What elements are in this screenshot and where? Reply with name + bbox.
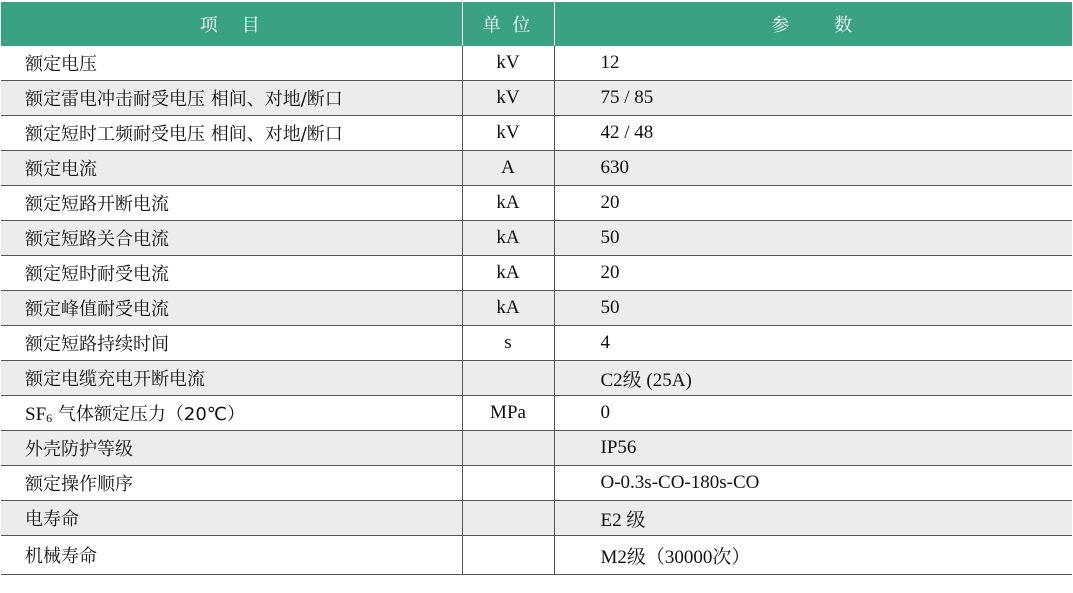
table-row: [1, 326, 1072, 361]
item-cell: 额定短路关合电流: [1, 221, 462, 256]
value-cell: 50: [554, 291, 1072, 326]
unit-cell: [462, 466, 554, 501]
unit-cell: [462, 536, 554, 575]
table-row: [1, 501, 1072, 536]
item-cell: 额定短路持续时间: [1, 326, 462, 361]
header-unit: 单 位: [462, 2, 554, 46]
table-row: [1, 536, 1072, 575]
unit-cell: kV: [462, 46, 554, 81]
value-cell: 4: [554, 326, 1072, 361]
item-cell: 额定电压: [1, 46, 462, 81]
value-cell: 50: [554, 221, 1072, 256]
value-cell: IP56: [554, 431, 1072, 466]
unit-cell: [462, 501, 554, 536]
table-row: [1, 361, 1072, 396]
value-cell: 42 / 48: [554, 116, 1072, 151]
table-body: [1, 46, 1072, 575]
unit-cell: MPa: [462, 396, 554, 431]
item-cell: 电寿命: [1, 501, 462, 536]
unit-cell: kV: [462, 116, 554, 151]
unit-cell: A: [462, 151, 554, 186]
table-row: [1, 81, 1072, 116]
item-cell: 额定电流: [1, 151, 462, 186]
unit-cell: kA: [462, 221, 554, 256]
value-cell: 75 / 85: [554, 81, 1072, 116]
sf-subscript: 6: [46, 411, 53, 425]
unit-cell: kA: [462, 256, 554, 291]
item-cell: 额定短路开断电流: [1, 186, 462, 221]
table-row: [1, 186, 1072, 221]
value-cell: 20: [554, 186, 1072, 221]
value-cell: 630: [554, 151, 1072, 186]
parameters-table: [1, 2, 1072, 575]
value-cell: 0: [554, 396, 1072, 431]
unit-cell: [462, 431, 554, 466]
table-row: [1, 291, 1072, 326]
table-row: [1, 466, 1072, 501]
value-cell: C2级 (25A): [554, 361, 1072, 396]
table-row: [1, 151, 1072, 186]
table-row: [1, 221, 1072, 256]
item-cell: 额定电缆充电开断电流: [1, 361, 462, 396]
unit-cell: kV: [462, 81, 554, 116]
header-value: 参 数: [554, 2, 1072, 46]
item-cell: 额定操作顺序: [1, 466, 462, 501]
item-cell: [1, 396, 462, 431]
item-cell: 额定峰值耐受电流: [1, 291, 462, 326]
value-cell: M2级（30000次）: [554, 536, 1072, 575]
value-cell: 12: [554, 46, 1072, 81]
header-row: [1, 2, 1072, 46]
sf-prefix: SF: [25, 404, 47, 425]
unit-cell: kA: [462, 291, 554, 326]
item-cell: 外壳防护等级: [1, 431, 462, 466]
item-cell: 额定短时耐受电流: [1, 256, 462, 291]
table-row: [1, 46, 1072, 81]
unit-cell: [462, 361, 554, 396]
table-row: [1, 396, 1072, 431]
sf-label: [25, 404, 52, 425]
item-cell: 机械寿命: [1, 536, 462, 575]
table-header: [1, 2, 1072, 46]
unit-cell: kA: [462, 186, 554, 221]
value-cell: O-0.3s-CO-180s-CO: [554, 466, 1072, 501]
table-row: [1, 116, 1072, 151]
value-cell: 20: [554, 256, 1072, 291]
header-item: 项 目: [1, 2, 462, 46]
table-row: [1, 256, 1072, 291]
table-row: [1, 431, 1072, 466]
item-cell: 额定雷电冲击耐受电压 相间、对地/断口: [1, 81, 462, 116]
item-cell: 额定短时工频耐受电压 相间、对地/断口: [1, 116, 462, 151]
unit-cell: s: [462, 326, 554, 361]
item-suffix: 气体额定压力（20℃）: [52, 404, 245, 425]
value-cell: E2 级: [554, 501, 1072, 536]
